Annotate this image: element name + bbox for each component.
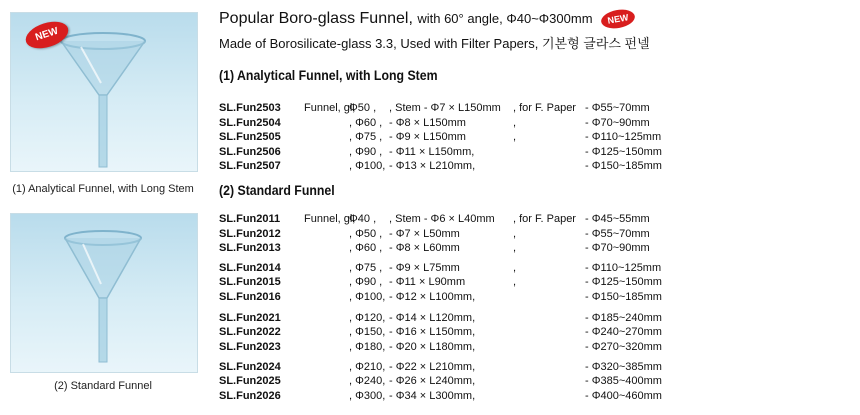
funnel-diameter: , Φ120,: [349, 312, 386, 324]
stem-dimensions: - Φ7 × L50mm: [389, 228, 460, 240]
stem-dimensions: - Φ8 × L60mm: [389, 242, 460, 254]
standard-funnel-illustration: [11, 214, 197, 372]
filter-paper-range: - Φ70~90mm: [585, 117, 650, 129]
funnel-diameter: , Φ150,: [349, 326, 386, 338]
funnel-diameter: Φ50 ,: [349, 102, 377, 114]
page-title: [219, 10, 635, 28]
filter-paper-range: - Φ385~400mm: [585, 375, 662, 387]
stem-dimensions: - Φ12 × L100mm,: [389, 291, 476, 303]
product-code: SL.Fun2012: [219, 228, 281, 240]
filter-paper-range: - Φ150~185mm: [585, 160, 662, 172]
filter-paper-range: - Φ185~240mm: [585, 312, 662, 324]
funnel-diameter: , Φ240,: [349, 375, 386, 387]
product-family: Funnel, gl,: [304, 102, 356, 114]
stem-dimensions: - Φ13 × L210mm,: [389, 160, 476, 172]
filter-paper-range: - Φ110~125mm: [585, 131, 662, 143]
filter-paper-range: - Φ320~385mm: [585, 361, 662, 373]
filter-paper-range: - Φ110~125mm: [585, 262, 662, 274]
stem-dimensions: - Φ14 × L120mm,: [389, 312, 476, 324]
product-code: SL.Fun2023: [219, 341, 281, 353]
stem-dimensions: - Φ22 × L210mm,: [389, 361, 476, 373]
funnel-diameter: , Φ75 ,: [349, 131, 383, 143]
filter-paper-range: - Φ150~185mm: [585, 291, 662, 303]
product-code: SL.Fun2022: [219, 326, 281, 338]
standard-funnel-photo: [10, 213, 198, 373]
stem-dimensions: - Φ11 × L150mm,: [389, 146, 475, 158]
filter-paper-range: - Φ125~150mm: [585, 146, 662, 158]
product-code: SL.Fun2024: [219, 361, 281, 373]
section-heading-analytical: (1) Analytical Funnel, with Long Stem: [219, 67, 438, 83]
standard-funnel-caption: (2) Standard Funnel: [54, 380, 152, 392]
product-code: SL.Fun2506: [219, 146, 281, 158]
filter-paper-range: - Φ125~150mm: [585, 276, 662, 288]
funnel-diameter: , Φ180,: [349, 341, 386, 353]
filter-paper-label: , for F. Paper: [513, 102, 576, 114]
product-code: SL.Fun2021: [219, 312, 281, 324]
product-code: SL.Fun2025: [219, 375, 281, 387]
new-badge: NEW: [22, 17, 71, 53]
filter-paper-label: ,: [513, 228, 517, 240]
funnel-diameter: , Φ100,: [349, 160, 386, 172]
filter-paper-range: - Φ240~270mm: [585, 326, 662, 338]
title-new-badge: NEW: [600, 7, 637, 31]
stem-dimensions: - Φ16 × L150mm,: [389, 326, 476, 338]
funnel-diameter: , Φ90 ,: [349, 146, 383, 158]
stem-dimensions: - Φ9 × L75mm: [389, 262, 460, 274]
filter-paper-label: ,: [513, 276, 517, 288]
product-code: SL.Fun2505: [219, 131, 281, 143]
funnel-diameter: , Φ75 ,: [349, 262, 383, 274]
title-main: Popular Boro-glass Funnel,: [219, 10, 413, 28]
title-spec: with 60° angle, Φ40~Φ300mm: [417, 11, 593, 27]
product-code: SL.Fun2013: [219, 242, 281, 254]
filter-paper-range: - Φ70~90mm: [585, 242, 650, 254]
filter-paper-label: ,: [513, 117, 517, 129]
stem-dimensions: - Φ26 × L240mm,: [389, 375, 476, 387]
analytical-funnel-photo: [10, 12, 198, 172]
product-code: SL.Fun2015: [219, 276, 281, 288]
funnel-diameter: , Φ100,: [349, 291, 386, 303]
page-subtitle: Made of Borosilicate-glass 3.3, Used with Filter Papers, 기본형 글라스 펀넬: [219, 36, 650, 51]
filter-paper-label: ,: [513, 131, 517, 143]
analytical-funnel-caption: (1) Analytical Funnel, with Long Stem: [12, 183, 194, 195]
product-code: SL.Fun2014: [219, 262, 281, 274]
filter-paper-range: - Φ55~70mm: [585, 228, 650, 240]
funnel-diameter: , Φ210,: [349, 361, 386, 373]
stem-dimensions: , Stem - Φ6 × L40mm: [389, 213, 495, 225]
filter-paper-label: ,: [513, 242, 517, 254]
stem-dimensions: - Φ20 × L180mm,: [389, 341, 476, 353]
filter-paper-label: , for F. Paper: [513, 213, 576, 225]
filter-paper-range: - Φ45~55mm: [585, 213, 650, 225]
product-code: SL.Fun2016: [219, 291, 281, 303]
product-code: SL.Fun2011: [219, 213, 281, 225]
funnel-diameter: Φ40 ,: [349, 213, 377, 225]
funnel-diameter: , Φ90 ,: [349, 276, 383, 288]
stem-dimensions: - Φ8 × L150mm: [389, 117, 466, 129]
product-code: SL.Fun2503: [219, 102, 281, 114]
filter-paper-range: - Φ270~320mm: [585, 341, 662, 353]
stem-dimensions: - Φ11 × L90mm: [389, 276, 466, 288]
stem-dimensions: - Φ34 × L300mm,: [389, 390, 476, 402]
stem-dimensions: - Φ9 × L150mm: [389, 131, 466, 143]
product-code: SL.Fun2504: [219, 117, 281, 129]
filter-paper-range: - Φ400~460mm: [585, 390, 662, 402]
funnel-diameter: , Φ60 ,: [349, 242, 383, 254]
filter-paper-label: ,: [513, 262, 517, 274]
funnel-diameter: , Φ60 ,: [349, 117, 383, 129]
product-code: SL.Fun2507: [219, 160, 281, 172]
stem-dimensions: , Stem - Φ7 × L150mm: [389, 102, 501, 114]
funnel-diameter: , Φ300,: [349, 390, 386, 402]
funnel-diameter: , Φ50 ,: [349, 228, 383, 240]
filter-paper-range: - Φ55~70mm: [585, 102, 650, 114]
product-family: Funnel, gl,: [304, 213, 356, 225]
product-code: SL.Fun2026: [219, 390, 281, 402]
section-heading-standard: (2) Standard Funnel: [219, 182, 335, 198]
